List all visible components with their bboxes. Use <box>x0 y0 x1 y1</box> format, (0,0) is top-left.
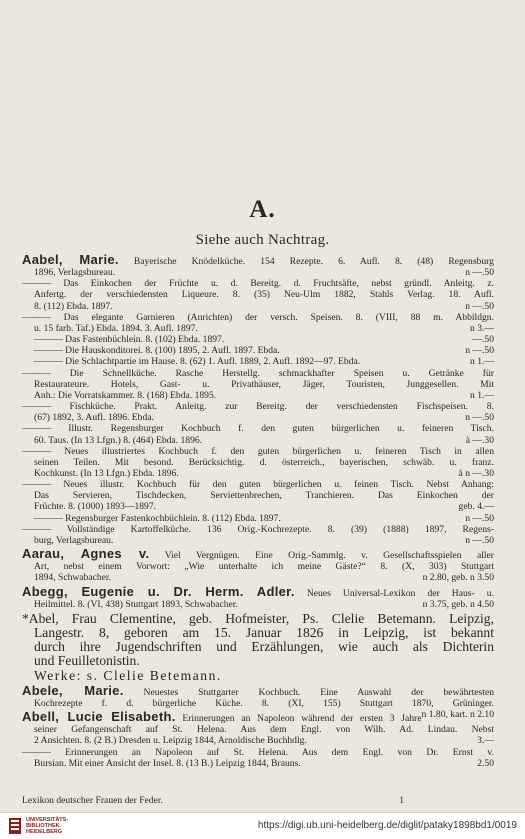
entry-price: à n —.30 <box>458 467 494 479</box>
entry-price: n 1.80, kart. n 2.10 <box>421 709 494 721</box>
entry-price: n —.50 <box>465 345 494 357</box>
entry-text: Heilmittel. 8. (VI, 438) Stuttgart 1893, Schwabacher. <box>34 598 238 610</box>
entry-line <box>22 501 494 512</box>
entry-price: n —.50 <box>465 534 494 546</box>
entry-line: *Abel, Frau Clementine, geb. Hofmeister, Ps. Clelie Betemann. Leipzig, <box>22 610 494 626</box>
entry-line: ——— Erinnerungen an Napoleon auf St. Helena. Aus dem Engl. von Dr. Ernst v. <box>22 746 494 758</box>
entry-line <box>22 468 494 479</box>
entry-price: n 2.80, geb. n 3.50 <box>422 572 494 584</box>
entry-text: Neuestes Stuttgarter Kochbuch. Eine Auswahl der bewährtesten <box>143 686 494 698</box>
entry-text: 60. Taus. (In 13 Lfgn.) 8. (464) Ebda. 1896. <box>34 434 203 446</box>
entry-line <box>22 572 494 583</box>
entry-line: Kochrezepte f. d. bürgerliche Küche. 8. (XI, 155) Stuttgart 1870, Grüninger. <box>34 698 494 710</box>
entry-text: u. 15 farb. Taf.) Ebda. 1894. 3. Aufl. 1897. <box>34 322 198 334</box>
author-name: Aarau, Agnes v. <box>22 546 150 562</box>
entry-text: Anh.: Die Vorratskammer. 8. (168) Ebda. 1895. <box>34 389 217 401</box>
entry-line <box>22 345 494 356</box>
entry-text: Früchte. 8. (1000) 1893—1897. <box>34 501 157 513</box>
entry-line <box>22 548 494 561</box>
entry-price: n 1.— <box>470 389 494 401</box>
entry-line <box>22 267 494 278</box>
author-name: Abegg, Eugenie u. Dr. Herm. Adler. <box>22 583 295 599</box>
entry-line: Art, nebst einem Vorwort: „Wie unterhalte ich meine Gäste?“ 8. (X, 303) Stuttgart <box>34 561 494 573</box>
author-name: Aabel, Marie. <box>22 252 119 267</box>
entry-line <box>22 254 494 267</box>
entry-price: n 1.— <box>470 356 494 368</box>
entry-line <box>22 535 494 546</box>
entry-line: Das Servieren, Tischdecken, Serviettenbrechen, Tranchieren. Das Einkochen der <box>34 490 494 502</box>
entry-price: 3.— <box>477 735 494 747</box>
entry-text: Neues Universal-Lexikon der Haus- u. <box>306 587 494 599</box>
entry-price: n —.50 <box>465 267 494 279</box>
entry-line <box>22 758 494 769</box>
entry-price: n —.50 <box>465 300 494 312</box>
entry-price: 2.50 <box>477 757 494 769</box>
entry-text: Bursian. Mit einer Ansicht der Insel. 8. (13 B.) Leipzig 1844, Brauns. <box>34 757 301 769</box>
entry-text: 1896, Verlagsbureau. <box>34 267 116 279</box>
entry-gap <box>22 769 494 771</box>
footer-title: Lexikon deutscher Frauen der Feder. <box>22 795 163 806</box>
library-logo-text: UNIVERSITÄTS- BIBLIOTHEK HEIDELBERG <box>26 817 69 835</box>
section-letter: A. <box>249 196 276 223</box>
entry-line: durch ihre Jugendschriften und Erzählungen, wie auch als Dichterin <box>34 639 494 655</box>
signature-mark: 1 <box>399 795 404 806</box>
entry-line <box>22 435 494 446</box>
author-name: Abell, Lucie Elisabeth. <box>22 709 176 725</box>
entry-text: Erinnerungen an Napoleon während der ersten 3 Jahre <box>182 713 422 725</box>
entry-line: seiner Gefangenschaft auf St. Helena. Aus dem Engl. von Wilh. Ad. Lindau. Nebst <box>34 724 494 736</box>
entry-line: Restaurateure. Hotels, Gast- u. Privathäuser, Jäger, Touristen, Junggesellen. Mit <box>34 378 494 390</box>
entry-line: ——— Neues illustr. Kochbuch für den guten bürgerlichen u. feinen Tisch. Nebst Anhang: <box>22 479 494 491</box>
university-library-logo-icon <box>8 817 22 835</box>
entry-text: ——— Regensburger Fastenkochbüchlein. 8. (112) Ebda. 1897. <box>34 512 281 524</box>
entry-line <box>22 735 494 746</box>
entry-text: burg, Verlagsbureau. <box>34 534 114 546</box>
lexicon-entries <box>22 254 494 771</box>
entry-line: Werke: s. Clelie Betemann. <box>34 667 222 683</box>
entry-line: Langestr. 8, geboren am 15. Januar 1826 in Leipzig, ist bekannt <box>34 625 494 641</box>
author-name: Abele, Marie. <box>22 682 124 698</box>
viewer-bar <box>0 812 525 839</box>
entry-line: ——— Fischküche. Prakt. Anleitg. zur Bereitg. der verschiedensten Fischspeisen. 8. <box>22 401 494 413</box>
entry-line <box>22 412 494 423</box>
entry-line: ——— Illustr. Regensburger Kochbuch f. den guten bürgerlichen u. feineren Tisch. <box>22 423 494 435</box>
page-footer <box>22 795 494 806</box>
entry-line <box>22 390 494 401</box>
entry-text: 8. (112) Ebda. 1897. <box>34 300 113 312</box>
entry-line: und Feuilletonistin. <box>34 653 140 669</box>
entry-line <box>22 513 494 524</box>
entry-line: ——— Neues illustriertes Kochbuch f. den guten bürgerlichen u. feineren Tisch in allen <box>22 445 494 457</box>
entry-line <box>22 682 494 698</box>
entry-line <box>22 583 494 599</box>
entry-line <box>22 323 494 334</box>
entry-line: seinen Teilen. Mit besond. Berücksichtig. d. österreich., bayerischen, schwäb. u. franz. <box>34 456 494 468</box>
entry-text: ——— Das Fastenbüchlein. 8. (102) Ebda. 1897. <box>34 334 225 346</box>
entry-text: ——— Die Schlachtpartie im Hause. 8. (62) 1. Aufl. 1889, 2. Aufl. 1892—97. Ebda. <box>34 356 361 368</box>
entry-line <box>22 599 494 610</box>
entry-line <box>22 356 494 367</box>
entry-price: à —.30 <box>465 434 494 446</box>
entry-line: ——— Vollständige Kartoffelküche. 136 Orig.-Kochrezepte. 8. (39) (1888) 1897, Regens- <box>22 523 494 535</box>
entry-text: Viel Vergnügen. Eine Orig.-Sammlg. v. Gesellschaftsspielen aller <box>164 550 494 562</box>
entry-text: 1894, Schwabacher. <box>34 572 111 584</box>
entry-text: ——— Die Hauskonditorei. 8. (100) 1895, 2. Aufl. 1897. Ebda. <box>34 345 280 357</box>
entry-line: ——— Das Einkochen der Früchte u. d. Bereitg. d. Fruchtsäfte, nebst gründl. Anleitg. z. <box>22 278 494 290</box>
entry-price: n —.50 <box>465 512 494 524</box>
entry-text: (67) 1892, 3. Aufl. 1896. Ebda. <box>34 412 154 424</box>
entry-price: geb. 4.— <box>458 501 494 513</box>
section-subtitle: Siehe auch Nachtrag. <box>195 232 330 248</box>
entry-price: n 3.75, geb. n 4.50 <box>422 598 494 610</box>
page-permalink[interactable]: https://digi.ub.uni-heidelberg.de/diglit/pataky1898bd1/0019 <box>257 820 517 831</box>
entry-line <box>22 301 494 312</box>
entry-text: 2 Ansichten. 8. (2 B.) Dresden u. Leipzig 1844, Arnoldische Buchhdlg. <box>34 735 307 747</box>
entry-price: n 3.— <box>470 322 494 334</box>
entry-line <box>22 334 494 345</box>
entry-line: ——— Das elegante Garnieren (Anrichten) der versch. Speisen. 8. (VIII, 88 m. Abbildgn. <box>22 311 494 323</box>
entry-text: Bayerische Knödelküche. 154 Rezepte. 6. Aufl. 8. (48) Regensburg <box>133 256 494 267</box>
entry-text: Kochkunst. (In 13 Lfgn.) Ebda. 1896. <box>34 467 179 479</box>
entry-line: ——— Die Schnellküche. Rasche Herstellg. schmackhafter Speisen u. Getränke für <box>22 367 494 379</box>
entry-price: n —.50 <box>465 412 494 424</box>
entry-line: Anfertg. der verschiedensten Liqueure. 8. (35) Neu-Ulm 1882, Stahls Verlag. 18. Aufl. <box>34 289 494 301</box>
entry-price: —.50 <box>472 334 494 346</box>
